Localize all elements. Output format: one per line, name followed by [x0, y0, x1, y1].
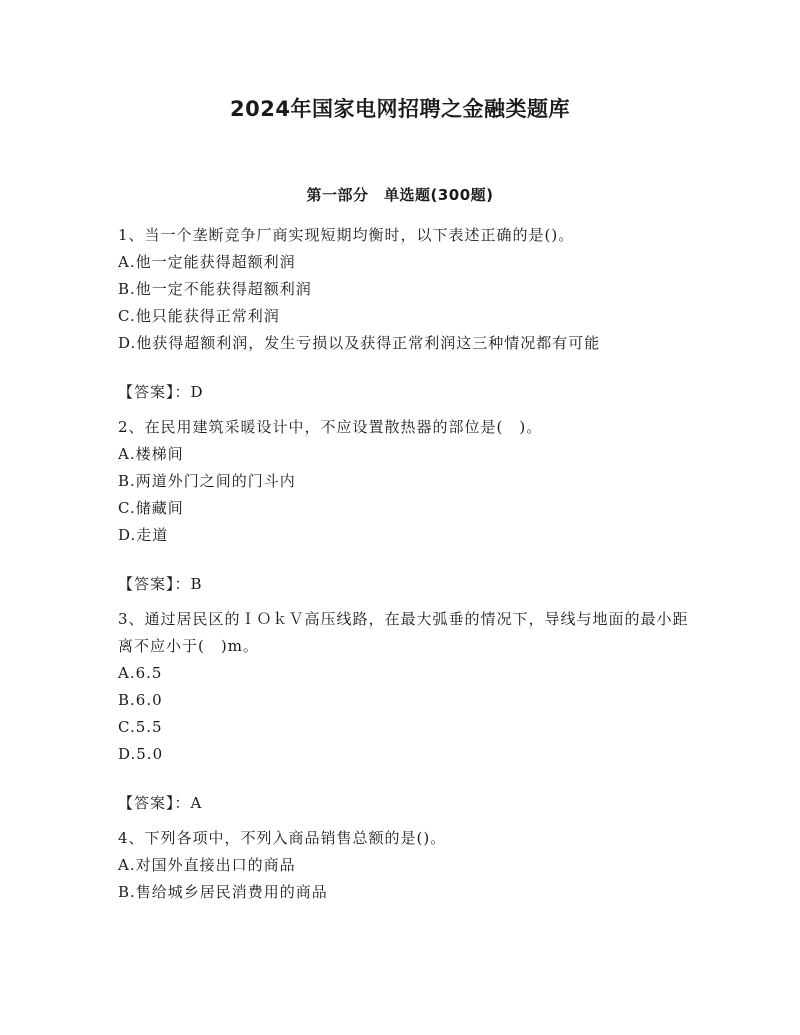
option-b: B.两道外门之间的门斗内 — [118, 472, 296, 490]
answer-line — [118, 379, 698, 406]
option-a: A.他一定能获得超额利润 — [118, 253, 296, 271]
option-d: D.走道 — [118, 526, 169, 544]
question-item — [118, 414, 698, 598]
answer-label: 【答案】： — [118, 383, 191, 401]
option-d: D.5.0 — [118, 745, 164, 763]
answer-line — [118, 571, 698, 598]
option-c: C.储藏间 — [118, 499, 184, 517]
option-a: A.楼梯间 — [118, 445, 184, 463]
option-c: C.5.5 — [118, 718, 163, 736]
answer-label: 【答案】： — [118, 794, 191, 812]
question-list — [118, 222, 698, 906]
option-b: B.他一定不能获得超额利润 — [118, 280, 312, 298]
section-title: 第一部分 单选题(300题) — [306, 186, 494, 204]
answer-value: D — [190, 383, 204, 401]
question-item — [118, 222, 698, 406]
option-a: A.对国外直接出口的商品 — [118, 856, 296, 874]
option-b: B.售给城乡居民消费用的商品 — [118, 883, 328, 901]
answer-label: 【答案】： — [118, 575, 191, 593]
option-a: A.6.5 — [118, 664, 163, 682]
question-item — [118, 825, 698, 906]
answer-value: A — [190, 794, 203, 812]
option-b: B.6.0 — [118, 691, 163, 709]
document-title: 2024年国家电网招聘之金融类题库 — [230, 97, 570, 121]
question-stem: 4、下列各项中，不列入商品销售总额的是()。 — [118, 829, 447, 847]
question-stem: 1、当一个垄断竞争厂商实现短期均衡时，以下表述正确的是()。 — [118, 226, 575, 244]
option-c: C.他只能获得正常利润 — [118, 307, 280, 325]
question-stem: 2、在民用建筑采暖设计中，不应设置散热器的部位是( )。 — [118, 418, 543, 436]
question-stem: 3、通过居民区的ＩＯｋＶ高压线路，在最大弧垂的情况下，导线与地面的最小距离不应小于( )m。 — [118, 610, 689, 655]
question-item — [118, 606, 698, 817]
option-d: D.他获得超额利润，发生亏损以及获得正常利润这三种情况都有可能 — [118, 334, 601, 352]
answer-line — [118, 790, 698, 817]
answer-value: B — [190, 575, 203, 593]
